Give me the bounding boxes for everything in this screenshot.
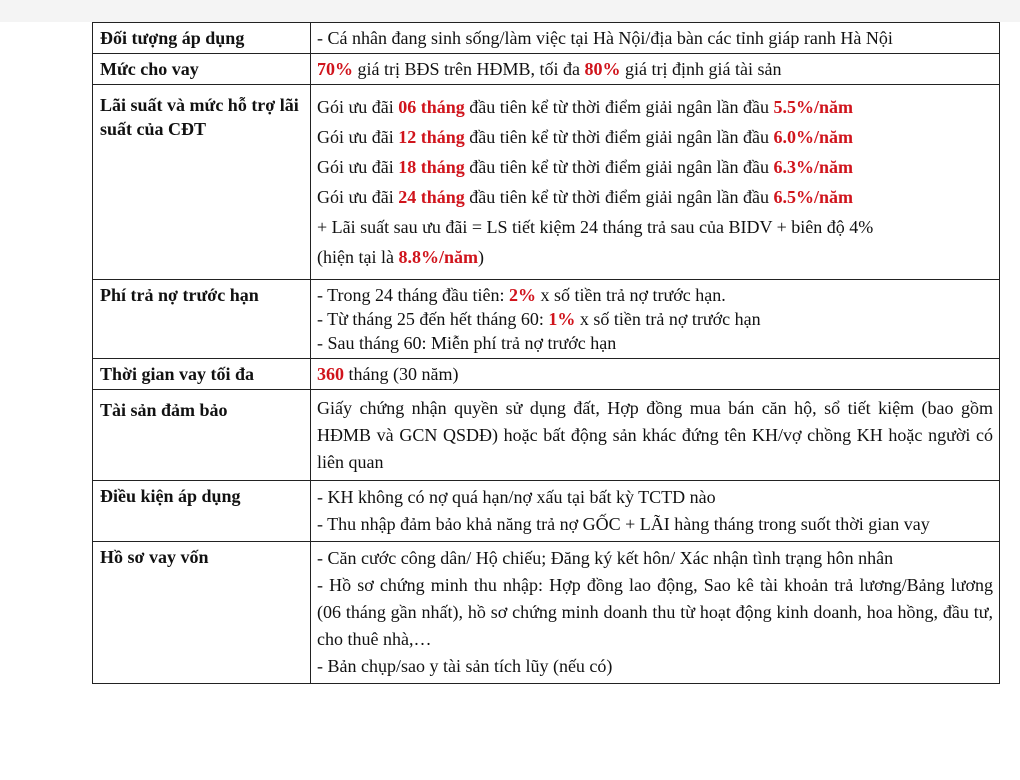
condition-line: - KH không có nợ quá hạn/nợ xấu tại bất kỳ TCTD nào <box>317 487 716 507</box>
value-text: đầu tiên kể từ thời điểm giải ngân lần đầu <box>464 157 774 177</box>
highlight-months: 360 <box>317 364 344 384</box>
document-line: - Hồ sơ chứng minh thu nhập: Hợp đồng lao động, Sao kê tài khoản trả lương/Bảng lương (06 tháng gần nhất), hồ sơ chứng minh doanh thu từ hoạt động kinh doanh, hoa hồng, đầu tư, cho thuê nhà,… <box>317 575 993 649</box>
package-line <box>317 185 993 209</box>
value-text: đầu tiên kể từ thời điểm giải ngân lần đầu <box>464 187 774 207</box>
highlight-percent: 2% <box>509 285 536 305</box>
row-label: Hồ sơ vay vốn <box>93 542 311 684</box>
highlight-months: 24 tháng <box>398 187 465 207</box>
table-row <box>93 390 1000 481</box>
row-value <box>311 85 1000 280</box>
fee-line: - Sau tháng 60: Miễn phí trả nợ trước hạn <box>317 333 617 353</box>
package-line <box>317 155 993 179</box>
value-text: giá trị định giá tài sản <box>620 59 782 79</box>
highlight-months: 18 tháng <box>398 157 465 177</box>
package-line <box>317 125 993 149</box>
top-margin <box>0 0 1020 22</box>
fee-line <box>317 283 993 307</box>
highlight-rate: 6.3%/năm <box>773 157 853 177</box>
value-text: x số tiền trả nợ trước hạn <box>575 309 761 329</box>
highlight-rate: 8.8%/năm <box>398 247 478 267</box>
table-row <box>93 85 1000 280</box>
document-line: - Bản chụp/sao y tài sản tích lũy (nếu có) <box>317 656 613 676</box>
value-text: - Trong 24 tháng đầu tiên: <box>317 285 509 305</box>
table-row <box>93 542 1000 684</box>
value-text: Gói ưu đãi <box>317 187 399 207</box>
row-label: Thời gian vay tối đa <box>93 359 311 390</box>
row-value: - Cá nhân đang sinh sống/làm việc tại Hà Nội/địa bàn các tỉnh giáp ranh Hà Nội <box>311 23 1000 54</box>
highlight-rate: 6.0%/năm <box>773 127 853 147</box>
package-line <box>317 95 993 119</box>
row-value: Giấy chứng nhận quyền sử dụng đất, Hợp đồng mua bán căn hộ, sổ tiết kiệm (bao gồm HĐMB và GCN QSDĐ) hoặc bất động sản khác đứng tên KH/vợ chồng KH hoặc người có liên quan <box>311 390 1000 481</box>
table-row <box>93 481 1000 542</box>
condition-line: - Thu nhập đảm bảo khả năng trả nợ GỐC + LÃI hàng tháng trong suốt thời gian vay <box>317 514 930 534</box>
row-label: Điều kiện áp dụng <box>93 481 311 542</box>
row-value <box>311 280 1000 359</box>
highlight-months: 12 tháng <box>398 127 465 147</box>
highlight-percent: 70% <box>317 59 353 79</box>
row-label: Đối tượng áp dụng <box>93 23 311 54</box>
fee-line <box>317 307 993 331</box>
value-text: Gói ưu đãi <box>317 127 399 147</box>
value-text: ) <box>477 247 484 267</box>
table-row <box>93 359 1000 390</box>
highlight-rate: 5.5%/năm <box>773 97 853 117</box>
current-rate-line <box>317 245 993 269</box>
value-text: đầu tiên kể từ thời điểm giải ngân lần đầu <box>464 97 774 117</box>
value-text: Gói ưu đãi <box>317 97 399 117</box>
loan-terms-table <box>92 22 1000 684</box>
value-text: (hiện tại là <box>317 247 399 267</box>
value-text: đầu tiên kể từ thời điểm giải ngân lần đầu <box>464 127 774 147</box>
highlight-percent: 80% <box>584 59 621 79</box>
row-value <box>311 542 1000 684</box>
document-line: - Căn cước công dân/ Hộ chiếu; Đăng ký kết hôn/ Xác nhận tình trạng hôn nhân <box>317 548 894 568</box>
table-row <box>93 23 1000 54</box>
table-row <box>93 280 1000 359</box>
highlight-months: 06 tháng <box>398 97 465 117</box>
value-text: - Từ tháng 25 đến hết tháng 60: <box>317 309 549 329</box>
row-label: Tài sản đảm bảo <box>93 390 311 481</box>
highlight-rate: 6.5%/năm <box>773 187 853 207</box>
row-label: Mức cho vay <box>93 54 311 85</box>
value-text: giá trị BĐS trên HĐMB, tối đa <box>353 59 585 79</box>
highlight-percent: 1% <box>548 309 576 329</box>
row-label: Lãi suất và mức hỗ trợ lãi suất của CĐT <box>93 85 311 280</box>
row-value <box>311 54 1000 85</box>
table-row <box>93 54 1000 85</box>
row-value <box>311 481 1000 542</box>
row-label: Phí trả nợ trước hạn <box>93 280 311 359</box>
value-text: tháng (30 năm) <box>344 364 459 384</box>
after-rate-line: + Lãi suất sau ưu đãi = LS tiết kiệm 24 tháng trả sau của BIDV + biên độ 4% <box>317 217 874 237</box>
value-text: Gói ưu đãi <box>317 157 399 177</box>
row-value <box>311 359 1000 390</box>
value-text: x số tiền trả nợ trước hạn. <box>536 285 726 305</box>
